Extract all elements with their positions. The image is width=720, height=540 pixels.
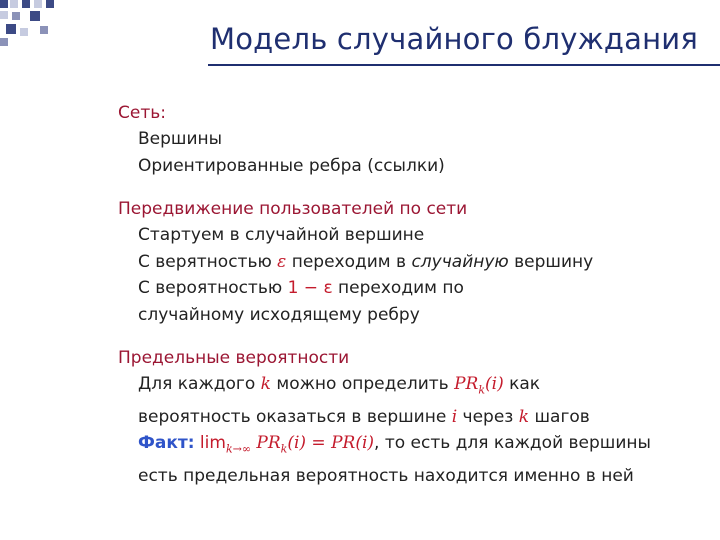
text-run: переходим по [332, 278, 464, 298]
section-limits [118, 345, 718, 490]
bullet-line [118, 430, 718, 463]
slide-content [118, 100, 718, 507]
bullet-line: Вершины [138, 129, 223, 149]
emphasized-word: случайную [411, 251, 509, 272]
deco-square [34, 0, 42, 8]
math-lim: lim [194, 433, 226, 454]
deco-square [6, 24, 16, 34]
fact-label: Факт: [138, 433, 195, 454]
bullet-line: случайному исходящему ребру [138, 304, 420, 325]
math-k: k [260, 374, 271, 394]
section-heading: Передвижение пользователей по сети [118, 199, 468, 219]
deco-square [10, 0, 18, 8]
title-underline [208, 64, 720, 66]
math-subscript: k [280, 442, 288, 456]
bullet-line [118, 404, 718, 431]
text-run: как [503, 374, 541, 394]
deco-square [0, 0, 8, 8]
slide-title: Модель случайного блуждания [210, 22, 698, 56]
text-run: вероятность оказаться в вершине [138, 406, 452, 427]
text-run: С вероятностью [138, 278, 288, 298]
math-k: k [518, 406, 530, 427]
deco-square [0, 38, 8, 46]
math-i: i [451, 406, 458, 427]
text-run: через [457, 406, 519, 427]
bullet-line: Ориентированные ребра (ссылки) [138, 155, 445, 176]
deco-square [0, 11, 8, 19]
corner-decoration [0, 0, 90, 46]
deco-square [30, 11, 40, 21]
text-run: Для каждого [138, 374, 261, 394]
section-movement [118, 196, 718, 328]
bullet-line [118, 275, 718, 302]
section-network [118, 100, 718, 179]
bullet-line [118, 371, 718, 404]
text-run: вершину [508, 251, 594, 272]
deco-square [12, 12, 20, 20]
text-run: шагов [529, 406, 590, 427]
deco-square [40, 26, 48, 34]
text-run: С верятностью [138, 251, 278, 272]
text-run: , то есть для каждой вершины [374, 433, 651, 454]
deco-square [20, 28, 28, 36]
bullet-line: есть предельная вероятность находится именно в ней [138, 466, 634, 487]
math-pr: PR [454, 374, 479, 394]
bullet-line [118, 249, 718, 276]
math-subscript: k [478, 383, 485, 397]
math-expression: (i) = PR(i) [287, 433, 375, 454]
text-run: переходим в [286, 251, 412, 272]
section-heading: Сеть: [118, 103, 166, 123]
math-pr: PR [251, 433, 281, 454]
math-subscript: k→∞ [225, 442, 251, 456]
text-run: можно определить [270, 374, 455, 394]
deco-square [46, 0, 54, 8]
epsilon-symbol: ε [277, 251, 287, 272]
formula: 1 − ε [287, 278, 333, 298]
bullet-line: Стартуем в случайной вершине [138, 225, 425, 245]
deco-square [22, 0, 30, 8]
math-pr-arg: (i) [485, 374, 504, 394]
section-heading: Предельные вероятности [118, 348, 350, 368]
